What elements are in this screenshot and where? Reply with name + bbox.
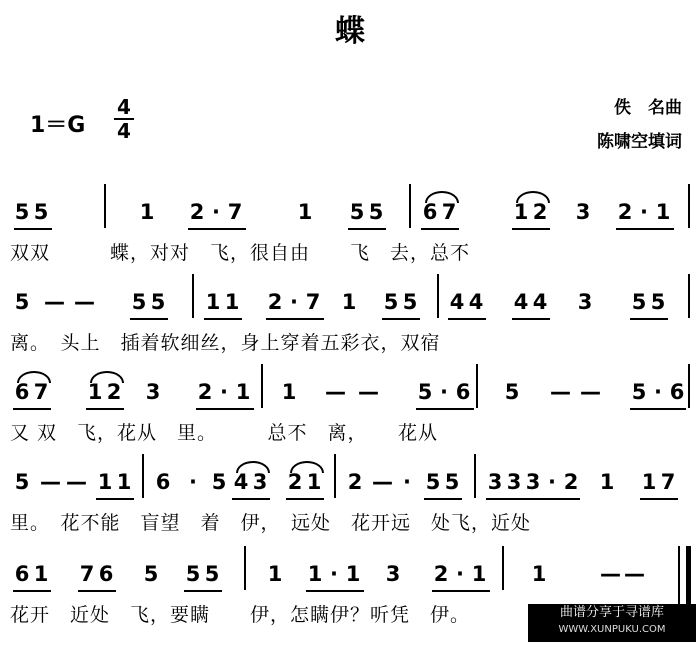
- note: 5: [650, 290, 666, 314]
- slur: [17, 371, 51, 383]
- underline: [14, 228, 52, 230]
- note: —: [372, 470, 393, 494]
- note: 5: [185, 562, 201, 586]
- bar-line: [474, 454, 476, 498]
- note: 5: [14, 200, 30, 224]
- note: 3: [385, 562, 401, 586]
- lyric-line: 又 双 飞，花从 里。 总不 离， 花从: [10, 422, 439, 444]
- note: —: [74, 290, 95, 314]
- time-signature-top: 4: [117, 95, 131, 119]
- underline: [232, 498, 270, 500]
- note: 7: [33, 380, 49, 404]
- note: 5: [402, 290, 418, 314]
- note: 5: [33, 200, 49, 224]
- underline: [512, 228, 550, 230]
- note: 4: [513, 290, 529, 314]
- watermark-text: 曲谱分享于寻谱库: [559, 605, 664, 620]
- bar-line: [261, 364, 263, 408]
- bar-line: [334, 454, 336, 498]
- lyric-line: 双双 蝶，对对 飞，很自由 飞 去，总不: [10, 242, 471, 264]
- note: —: [358, 380, 379, 404]
- note: 5: [143, 562, 159, 586]
- note: ·: [220, 380, 228, 404]
- note: 3: [577, 290, 593, 314]
- bar-line: [502, 546, 504, 590]
- note: 2: [617, 200, 633, 224]
- note: 3: [487, 470, 503, 494]
- underline: [382, 318, 420, 320]
- note: ·: [290, 290, 298, 314]
- note: 2: [532, 200, 548, 224]
- composer-credit: 佚 名曲: [614, 98, 682, 118]
- lyricist-credit: 陈啸空填词: [597, 132, 682, 152]
- time-signature-bottom: 4: [117, 119, 131, 143]
- note: 5: [425, 470, 441, 494]
- note: —: [44, 290, 65, 314]
- bar-line: [437, 274, 439, 318]
- note: 2: [197, 380, 213, 404]
- note: 1: [531, 562, 547, 586]
- note: 4: [233, 470, 249, 494]
- bar-line: [104, 184, 106, 228]
- note: 5: [631, 380, 647, 404]
- note: 5: [131, 290, 147, 314]
- note: ·: [212, 200, 220, 224]
- note: 1: [641, 470, 657, 494]
- note: 1: [345, 562, 361, 586]
- note: 1: [599, 470, 615, 494]
- note: 7: [660, 470, 676, 494]
- underline: [286, 498, 324, 500]
- note: 2: [433, 562, 449, 586]
- note: 4: [449, 290, 465, 314]
- slur: [425, 191, 459, 203]
- bar-line: [244, 546, 246, 590]
- underline: [196, 408, 254, 410]
- note: ·: [403, 470, 411, 494]
- bar-line: [409, 184, 411, 228]
- note: —: [550, 380, 571, 404]
- underline: [512, 318, 550, 320]
- note: 1: [33, 562, 49, 586]
- note: 1: [235, 380, 251, 404]
- underline: [416, 408, 474, 410]
- underline: [96, 498, 134, 500]
- note: 2: [563, 470, 579, 494]
- note: 3: [575, 200, 591, 224]
- note: 5: [14, 290, 30, 314]
- bar-line: [688, 364, 690, 408]
- underline: [616, 228, 674, 230]
- note: 6: [14, 380, 30, 404]
- underline: [184, 590, 222, 592]
- note: 2: [106, 380, 122, 404]
- bar-line: [688, 184, 690, 228]
- underline: [432, 590, 490, 592]
- note: 1: [281, 380, 297, 404]
- note: —: [624, 562, 645, 586]
- underline: [78, 590, 116, 592]
- note: 5: [444, 470, 460, 494]
- note: ·: [456, 562, 464, 586]
- underline: [424, 498, 462, 500]
- note: 1: [297, 200, 313, 224]
- underline: [188, 228, 246, 230]
- note: 6: [669, 380, 685, 404]
- key-signature: 1＝G: [30, 113, 86, 138]
- slur: [90, 371, 124, 383]
- note: 5: [417, 380, 433, 404]
- lyric-line: 里。 花不能 盲望 着 伊， 远处 花开远 处飞，近处: [10, 512, 532, 534]
- note: 1: [205, 290, 221, 314]
- note: 1: [116, 470, 132, 494]
- slur: [290, 461, 324, 473]
- underline: [348, 228, 386, 230]
- note: ·: [548, 470, 556, 494]
- note: —: [40, 470, 61, 494]
- note: 1: [471, 562, 487, 586]
- note: 3: [145, 380, 161, 404]
- note: 5: [368, 200, 384, 224]
- note: 1: [307, 562, 323, 586]
- bar-line: [688, 274, 690, 318]
- final-bar-thin: [678, 546, 680, 608]
- underline: [130, 318, 168, 320]
- note: 5: [211, 470, 227, 494]
- underline: [86, 408, 124, 410]
- note: 7: [441, 200, 457, 224]
- underline: [266, 318, 324, 320]
- note: 5: [383, 290, 399, 314]
- underline: [13, 408, 51, 410]
- note: 4: [468, 290, 484, 314]
- note: —: [600, 562, 621, 586]
- note: 1: [97, 470, 113, 494]
- underline: [204, 318, 242, 320]
- watermark-url: WWW.XUNPUKU.COM: [558, 624, 666, 635]
- note: 5: [349, 200, 365, 224]
- note: 6: [422, 200, 438, 224]
- underline: [448, 318, 486, 320]
- note: 3: [525, 470, 541, 494]
- note: 6: [155, 470, 171, 494]
- note: 7: [227, 200, 243, 224]
- bar-line: [142, 454, 144, 498]
- note: 2: [347, 470, 363, 494]
- note: 7: [79, 562, 95, 586]
- note: 5: [631, 290, 647, 314]
- underline: [630, 318, 668, 320]
- note: 6: [14, 562, 30, 586]
- bar-line: [192, 274, 194, 318]
- note: ·: [189, 470, 197, 494]
- bar-line: [476, 364, 478, 408]
- note: 1: [341, 290, 357, 314]
- underline: [13, 590, 51, 592]
- note: ·: [330, 562, 338, 586]
- note: 2: [189, 200, 205, 224]
- note: 5: [504, 380, 520, 404]
- note: 6: [455, 380, 471, 404]
- slur: [516, 191, 550, 203]
- lyric-line: 离。 头上 插着软细丝，身上穿着五彩衣，双宿: [10, 332, 441, 354]
- underline: [486, 498, 580, 500]
- note: 4: [532, 290, 548, 314]
- song-title: 蝶: [335, 14, 365, 49]
- note: —: [580, 380, 601, 404]
- note: 2: [267, 290, 283, 314]
- note: —: [66, 470, 87, 494]
- note: 2: [287, 470, 303, 494]
- final-bar-thick: [686, 546, 691, 608]
- note: 1: [513, 200, 529, 224]
- note: 3: [506, 470, 522, 494]
- note: 3: [252, 470, 268, 494]
- note: 7: [305, 290, 321, 314]
- note: ·: [440, 380, 448, 404]
- time-signature: [113, 96, 135, 142]
- note: 1: [267, 562, 283, 586]
- note: 5: [204, 562, 220, 586]
- lyric-line: 花开 近处 飞，要瞒 伊，怎瞒伊？听凭 伊。: [10, 604, 471, 626]
- slur: [236, 461, 270, 473]
- note: ·: [654, 380, 662, 404]
- underline: [306, 590, 364, 592]
- watermark-banner: [528, 604, 696, 642]
- note: 5: [14, 470, 30, 494]
- underline: [640, 498, 678, 500]
- underline: [421, 228, 459, 230]
- note: 6: [98, 562, 114, 586]
- note: ·: [640, 200, 648, 224]
- note: 1: [655, 200, 671, 224]
- note: —: [325, 380, 346, 404]
- note: 5: [150, 290, 166, 314]
- note: 1: [306, 470, 322, 494]
- note: 1: [224, 290, 240, 314]
- note: 1: [139, 200, 155, 224]
- underline: [630, 408, 686, 410]
- note: 1: [87, 380, 103, 404]
